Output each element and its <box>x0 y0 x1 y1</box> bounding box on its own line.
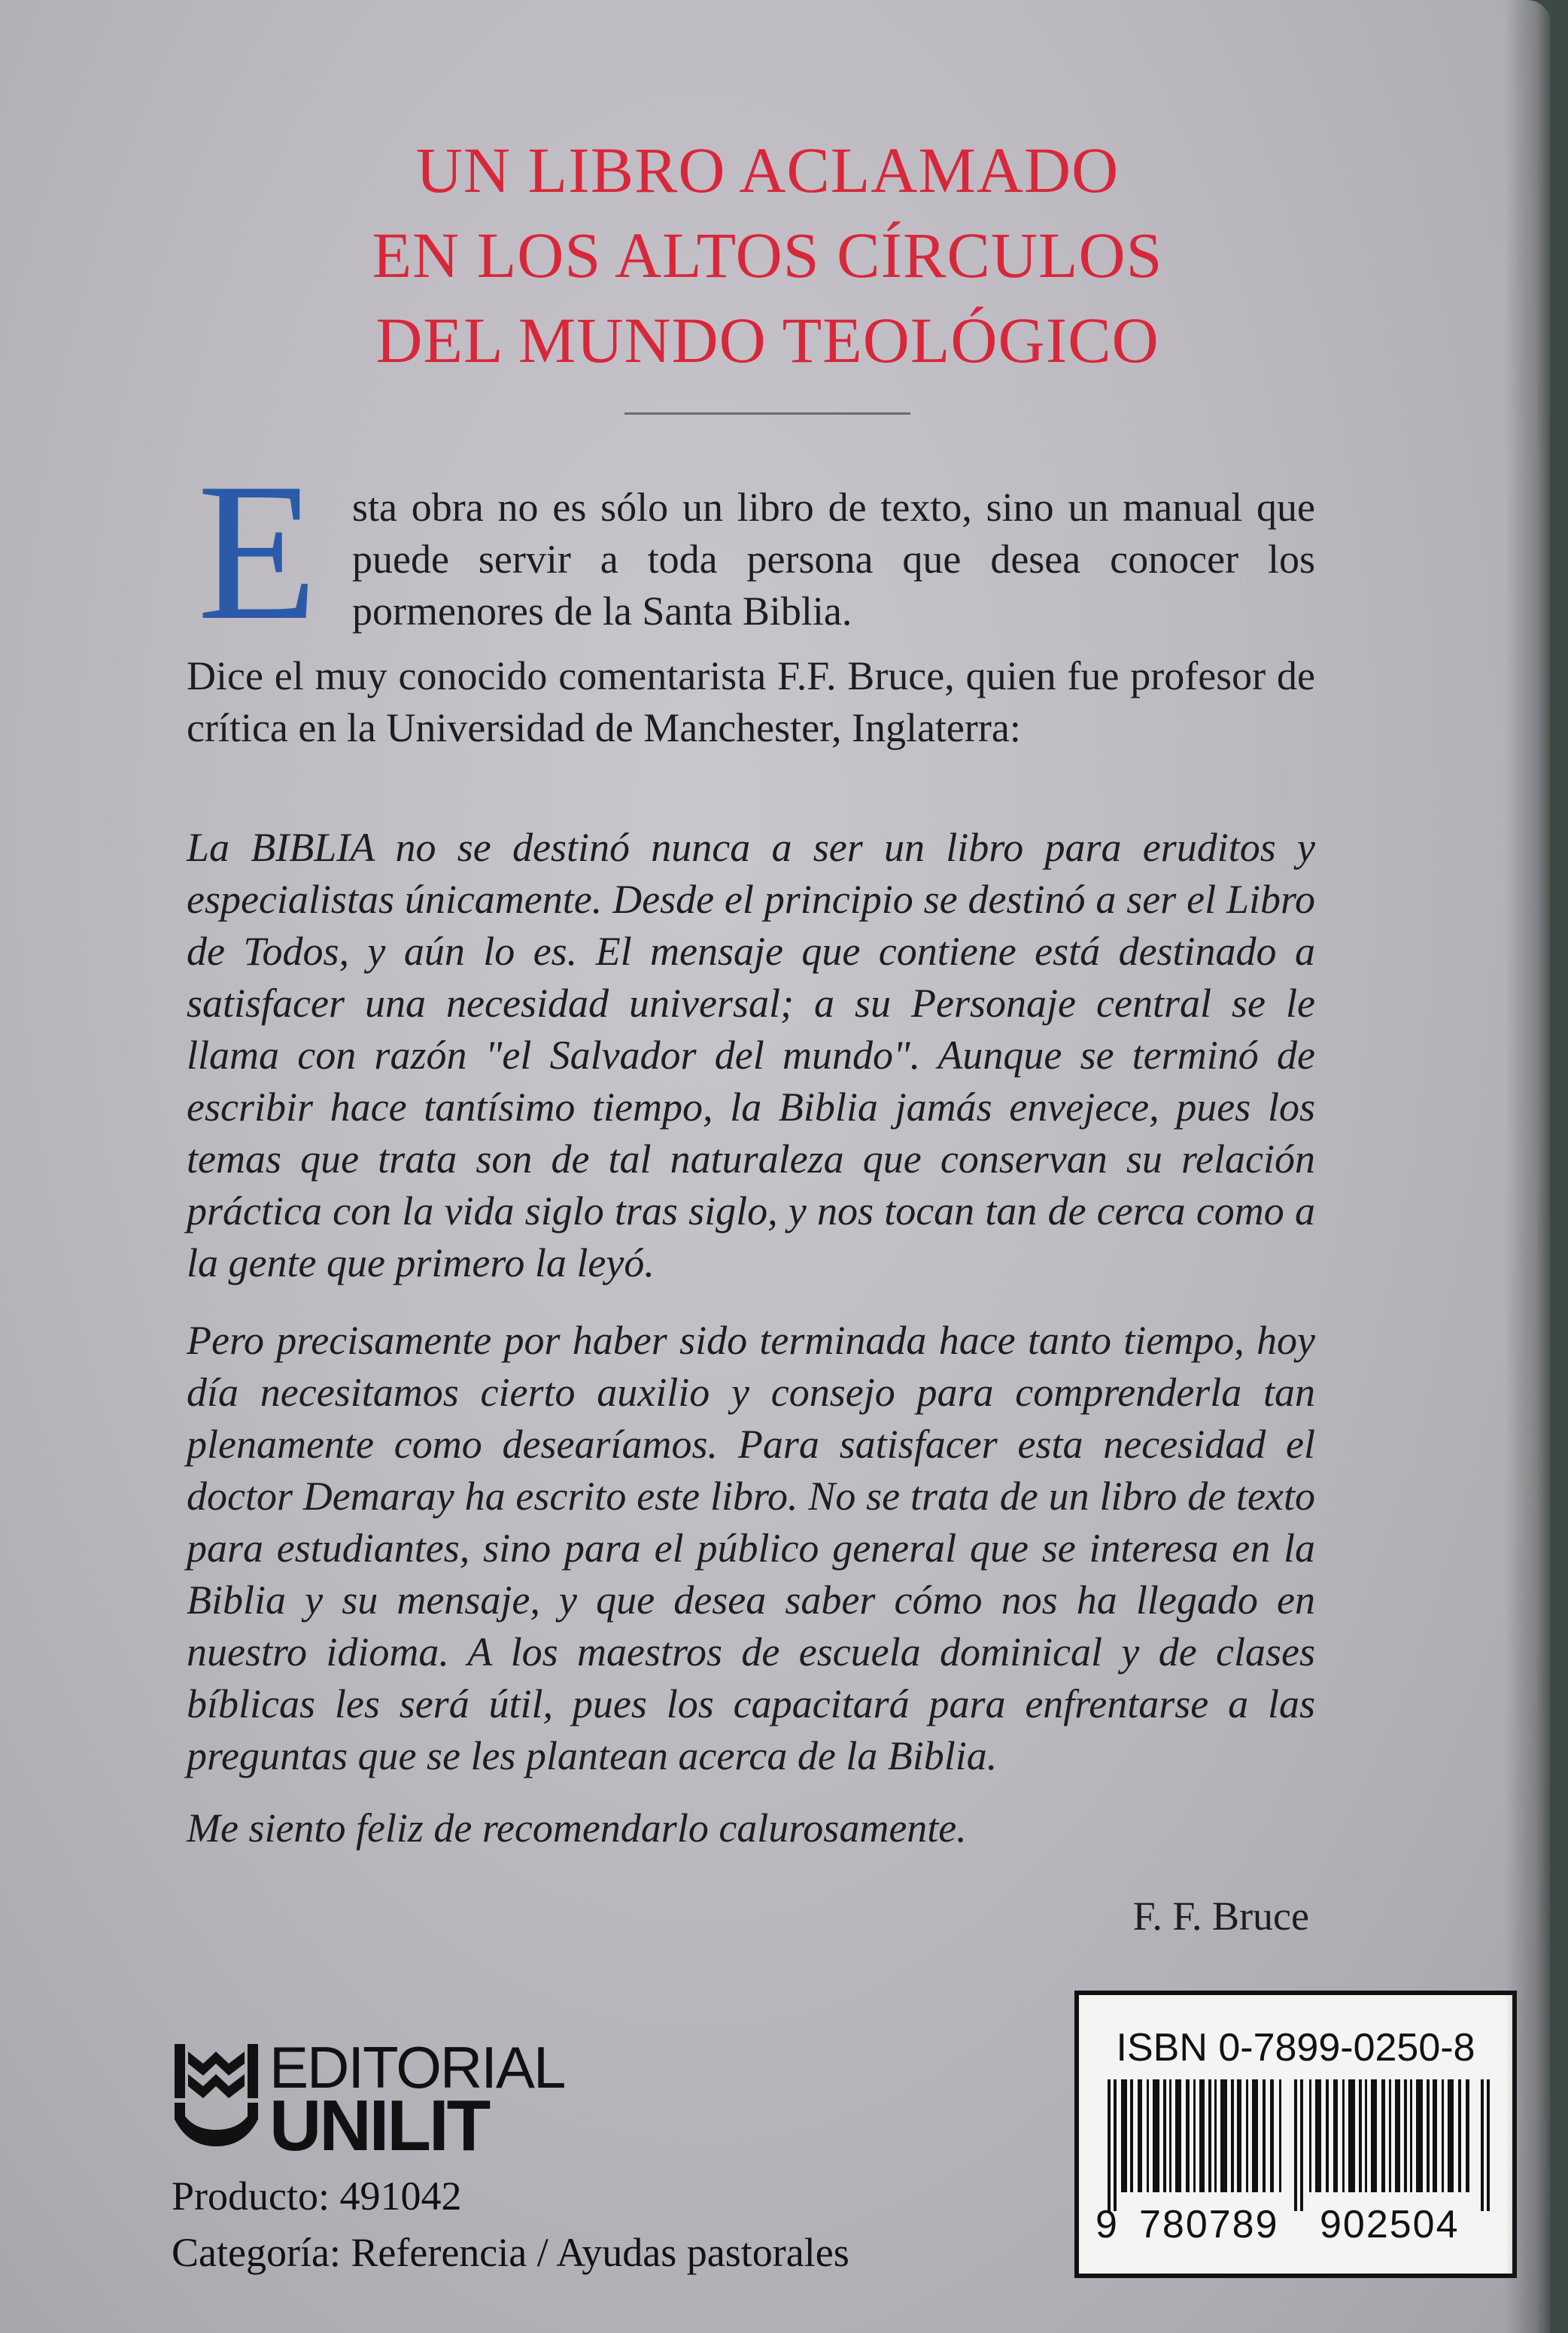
quote-paragraph-1 <box>187 822 1315 1289</box>
headline <box>301 128 1234 383</box>
paragraph-1: Dice el muy conocido comentarista F.F. Bruce, quien fue profesor de crítica en la Universidad de Manchester, Inglaterra: <box>187 653 1315 750</box>
barcode-digit-first: 9 <box>1095 2203 1117 2246</box>
headline-line-3: DEL MUNDO TEOLÓGICO <box>375 304 1159 376</box>
barcode <box>1100 2079 1499 2211</box>
headline-line-2: EN LOS ALTOS CÍRCULOS <box>372 219 1163 291</box>
isbn-barcode-box <box>1074 1991 1517 2278</box>
quote-2: Pero precisamente por haber sido terminada hace tanto tiempo, hoy día necesitamos cierto auxilio y consejo para comprenderla tan plenamente como desearíamos. Para satisfacer esta necesidad el doctor Demaray ha escrito este libro. No se trata de un libro de texto para estudiantes, sino para el público general que se interesa en la Biblia y su mensaje, y que desea saber cómo nos ha llegado en nuestro idioma. A los maestros de escuela dominical y de clases bíblicas les será útil, pues los capacitará para enfrentarse a las preguntas que se les plantean acerca de la Biblia. <box>187 1318 1315 1778</box>
editorial-unilit-logo-icon <box>173 2041 260 2154</box>
headline-line-1: UN LIBRO ACLAMADO <box>415 134 1120 206</box>
category-label: Categoría: Referencia / Ayudas pastorales <box>172 2230 849 2275</box>
isbn-label: ISBN 0-7899-0250-8 <box>1116 2026 1475 2070</box>
quote-1: La BIBLIA no se destinó nunca a ser un libro para eruditos y especialistas únicamente. Desde el principio se destinó a ser el Libro de Todos, y aún lo es. El mensaje que contiene está destinado a satisfacer una necesidad universal; a su Personaje central se le llama con razón "el Salvador del mundo". Aunque se terminó de escribir hace tantísimo tiempo, la Biblia jamás envejece, pues los temas que trata son de tal naturaleza que conservan su relación práctica con la vida siglo tras siglo, y nos tocan tan de cerca como a la gente que primero la leyó. <box>187 825 1315 1285</box>
drop-cap: E <box>197 443 318 661</box>
closing-line <box>187 1802 1315 1854</box>
product-code: Producto: 491042 <box>172 2173 462 2219</box>
barcode-digits-left: 780789 <box>1139 2203 1279 2246</box>
quote-paragraph-2 <box>187 1315 1315 1782</box>
spine-shadow <box>1505 0 1550 2333</box>
closing-text: Me siento feliz de recomendarlo calurosamente. <box>187 1805 967 1851</box>
publisher-line-1: EDITORIAL <box>269 2034 565 2100</box>
intro-text: sta obra no es sólo un libro de texto, sino un manual que puede servir a toda persona que desea conocer los pormenores de la Santa Biblia. <box>352 485 1315 634</box>
signature: F. F. Bruce <box>1132 1893 1309 1939</box>
intro-paragraph <box>352 482 1315 637</box>
divider-rule <box>624 412 910 415</box>
publisher-line-2: UNILIT <box>269 2085 489 2166</box>
bruce-introduction <box>187 650 1315 754</box>
barcode-digits-right: 902504 <box>1320 2203 1460 2246</box>
